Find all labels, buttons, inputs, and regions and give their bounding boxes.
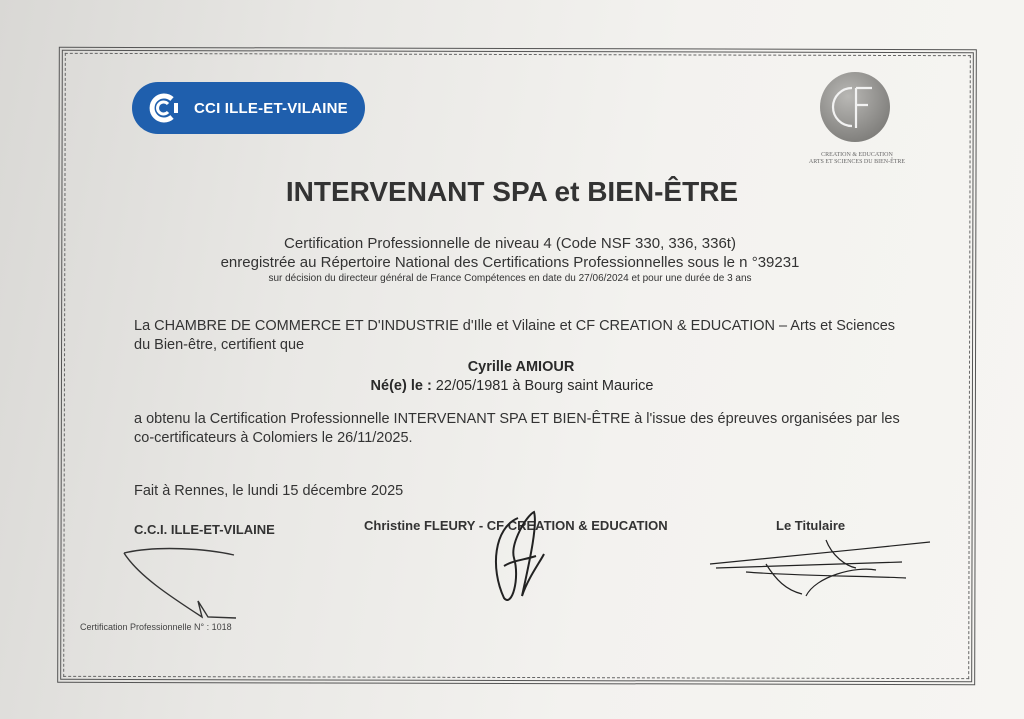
award-paragraph: a obtenu la Certification Professionnelle INTERVENANT SPA ET BIEN-ÊTRE à l'issue des épreuves organisées par les co-certificateurs à Colomiers le 26/11/2025.	[134, 411, 900, 446]
cci-signatory-label: C.C.I. ILLE-ET-VILAINE	[134, 522, 275, 537]
certification-decision: sur décision du directeur général de France Compétences en date du 27/06/2024 et pour une durée de 3 ans	[268, 273, 752, 284]
certificate-number: Certification Professionnelle N° : 1018	[80, 622, 232, 632]
birth-value: 22/05/1981 à Bourg saint Maurice	[431, 378, 654, 394]
cci-logo-text: CCI ILLE-ET-VILAINE	[194, 99, 348, 117]
cf-signature	[484, 508, 554, 613]
cf-logo-caption	[795, 152, 919, 166]
holder-signatory-label: Le Titulaire	[776, 518, 846, 533]
cci-logo	[132, 82, 365, 134]
certification-registration: enregistrée au Répertoire National des Certifications Professionnelles sous le n °39231	[220, 254, 800, 271]
place-date: Fait à Rennes, le lundi 15 décembre 2025	[134, 483, 404, 499]
holder-signature	[706, 536, 936, 606]
holder-name: Cyrille AMIOUR	[467, 359, 575, 375]
certification-details	[150, 234, 870, 286]
cf-signatory-label: Christine FLEURY - CF CREATION & EDUCATION	[364, 518, 668, 533]
cf-seal-logo	[818, 70, 892, 144]
holder-block	[0, 358, 1024, 396]
cci-logo-icon	[148, 91, 182, 125]
cf-caption-line1: CREATION & EDUCATION	[821, 152, 893, 158]
holder-birth	[0, 377, 1024, 396]
birth-label: Né(e) le :	[370, 378, 432, 394]
certificate-title: INTERVENANT SPA et BIEN-ÊTRE	[285, 176, 739, 207]
certification-level: Certification Professionnelle de niveau 4 (Code NSF 330, 336, 336t)	[284, 235, 736, 252]
cf-caption-line2: ARTS ET SCIENCES DU BIEN-ÊTRE	[808, 159, 906, 165]
cci-signature	[118, 545, 248, 625]
certifiers-paragraph: La CHAMBRE DE COMMERCE ET D'INDUSTRIE d'Ille et Vilaine et CF CREATION & EDUCATION – Arts et Sciences du Bien-être, certifient que	[134, 318, 896, 353]
